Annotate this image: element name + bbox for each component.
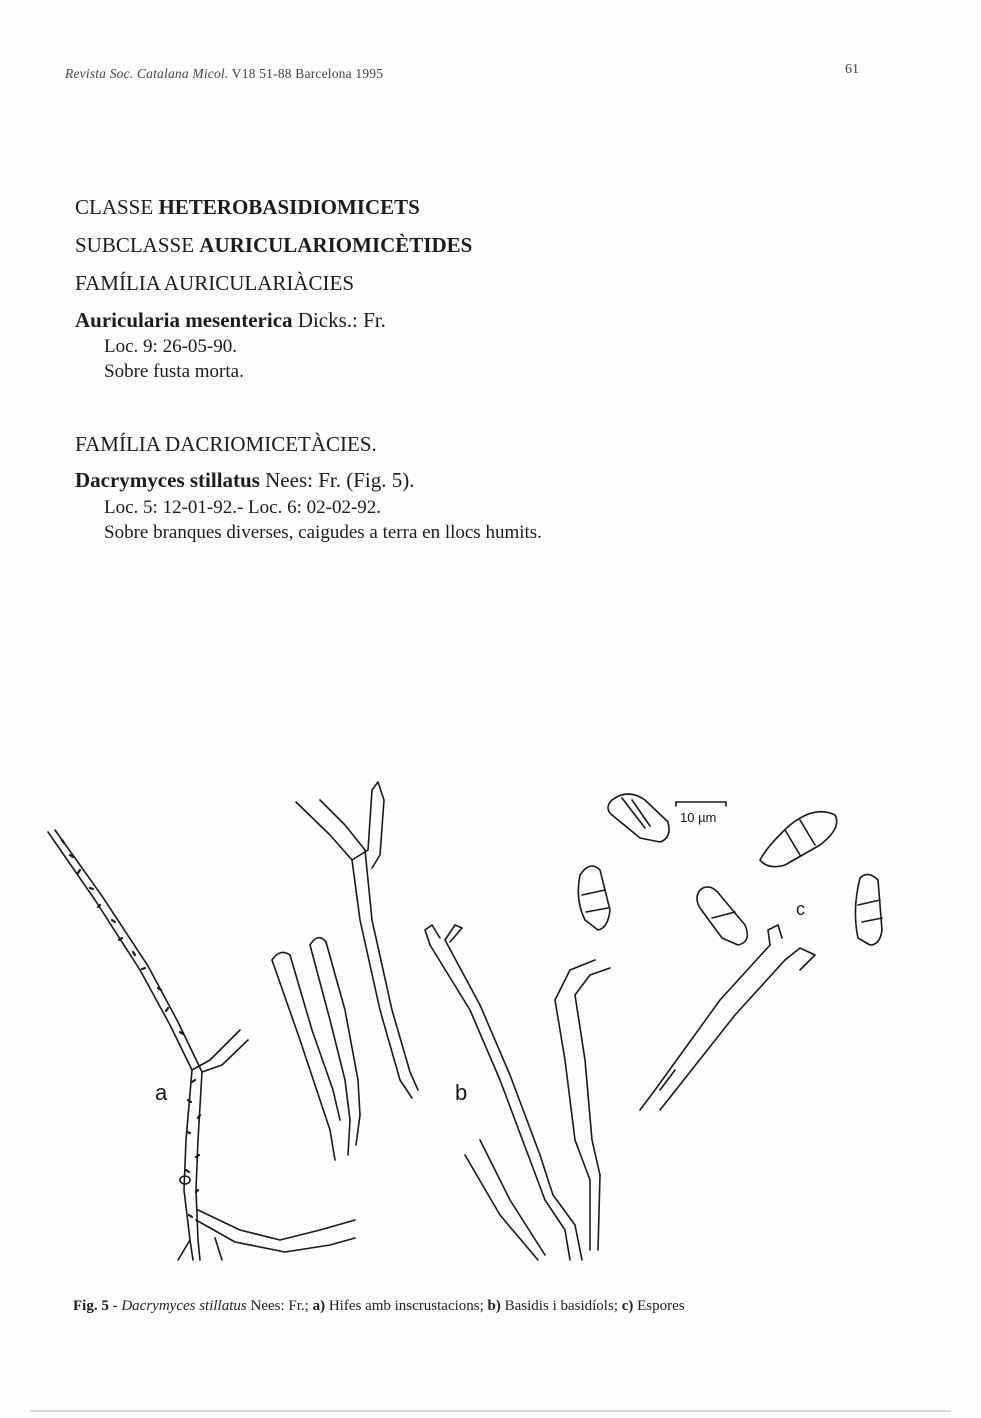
caption-author: Nees: Fr.; — [246, 1298, 313, 1314]
basidia-and-basidioles — [272, 782, 815, 1260]
caption-species: Dacrymyces stillatus — [121, 1298, 247, 1314]
caption-a-text: Hifes amb inscrustacions; — [325, 1298, 488, 1314]
journal-citation: V18 51-88 Barcelona 1995 — [231, 66, 384, 81]
species-name-1: Auricularia mesenterica — [75, 308, 293, 332]
caption-c-text: Espores — [633, 1298, 685, 1314]
figure-caption — [73, 1298, 685, 1315]
class-name: HETEROBASIDIOMICETS — [158, 195, 420, 219]
class-heading — [75, 197, 420, 218]
hyphae-with-incrustations — [48, 830, 355, 1260]
scale-bar — [676, 802, 726, 806]
label-b: b — [455, 1080, 468, 1105]
scale-bar-label: 10 µm — [680, 810, 717, 825]
journal-name: Revista Soc. Catalana Micol. — [65, 66, 229, 81]
substrate-1: Sobre fusta morta. — [104, 361, 244, 382]
caption-fig-label: Fig. 5 — [73, 1298, 109, 1314]
species-heading-1 — [75, 310, 386, 331]
species-heading-2 — [75, 470, 414, 491]
locality-2: Loc. 5: 12-01-92.- Loc. 6: 02-02-92. — [104, 497, 382, 518]
running-header — [65, 66, 383, 82]
caption-dash: - — [108, 1298, 122, 1314]
family-heading-2: FAMÍLIA DACRIOMICETÀCIES. — [75, 432, 377, 456]
caption-b-key: b) — [487, 1298, 501, 1314]
caption-a-key: a) — [312, 1298, 326, 1314]
page-number: 61 — [845, 62, 859, 77]
subclass-prefix: SUBCLASSE — [75, 233, 195, 257]
caption-b-text: Basidis i basidíols; — [500, 1298, 622, 1314]
figure-5-drawing — [0, 760, 981, 1280]
spores — [578, 794, 882, 945]
bottom-rule — [30, 1410, 951, 1412]
caption-c-key: c) — [621, 1298, 634, 1314]
subclass-heading — [75, 235, 472, 256]
species-author-1: Dicks.: Fr. — [297, 308, 386, 332]
species-author-2: Nees: Fr. (Fig. 5). — [265, 468, 415, 492]
species-name-2: Dacrymyces stillatus — [75, 468, 260, 492]
subclass-name: AURICULARIOMICÈTIDES — [199, 233, 473, 257]
class-prefix: CLASSE — [75, 195, 154, 219]
locality-1: Loc. 9: 26-05-90. — [104, 336, 237, 357]
label-a: a — [155, 1080, 168, 1105]
family-heading-1: FAMÍLIA AURICULARIÀCIES — [75, 271, 355, 295]
substrate-2: Sobre branques diverses, caigudes a terra en llocs humits. — [104, 522, 542, 543]
label-c: c — [796, 899, 805, 919]
